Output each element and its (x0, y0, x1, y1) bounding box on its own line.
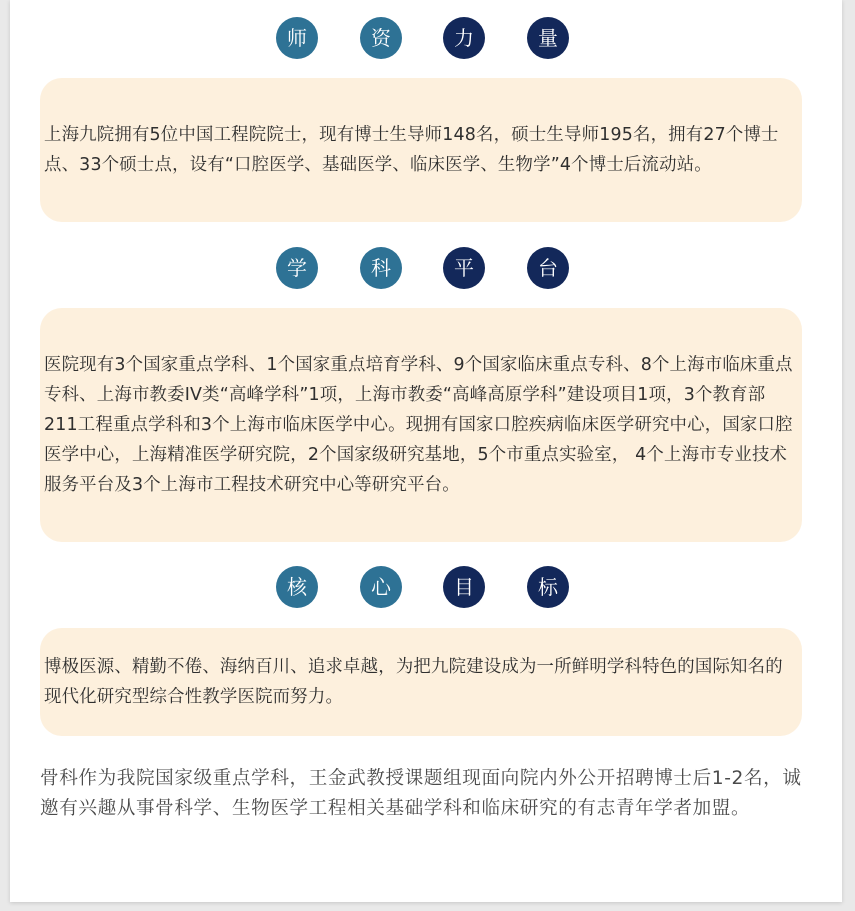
recruitment-paragraph: 骨科作为我院国家级重点学科，王金武教授课题组现面向院内外公开招聘博士后1-2名，诚邀有兴趣从事骨科学、生物医学工程相关基础学科和临床研究的有志青年学者加盟。 (40, 768, 802, 819)
section-box-goal (40, 628, 802, 736)
heading-char-circle: 科 (360, 247, 402, 289)
section-text-faculty: 上海九院拥有5位中国工程院院士，现有博士生导师148名，硕士生导师195名，拥有27个博士点、33个硕士点，设有“口腔医学、基础医学、临床医学、生物学”4个博士后流动站。 (44, 125, 779, 175)
heading-char-circle: 目 (443, 566, 485, 608)
heading-char-circle: 核 (276, 566, 318, 608)
heading-char-circle: 量 (527, 17, 569, 59)
section-box-discipline (40, 308, 802, 542)
heading-char-circle: 力 (443, 17, 485, 59)
heading-char-circle: 标 (527, 566, 569, 608)
heading-char-circle: 师 (276, 17, 318, 59)
heading-char-circle: 学 (276, 247, 318, 289)
section-heading-faculty (10, 17, 842, 59)
section-text-goal: 博极医源、精勤不倦、海纳百川、追求卓越，为把九院建设成为一所鲜明学科特色的国际知名的现代化研究型综合性教学医院而努力。 (44, 657, 783, 707)
section-text-discipline: 医院现有3个国家重点学科、1个国家重点培育学科、9个国家临床重点专科、8个上海市临床重点专科、上海市教委IV类“高峰学科”1项，上海市教委“高峰高原学科”建设项目1项，3个教育部211工程重点学科和3个上海市临床医学中心。现拥有国家口腔疾病临床医学研究中心，国家口腔医学中心，上海精准医学研究院，2个国家级研究基地，5个市重点实验室， 4个上海市专业技术服务平台及3个上海市工程技术研究中心等研究平台。 (44, 355, 793, 495)
heading-char-circle: 平 (443, 247, 485, 289)
heading-char-circle: 资 (360, 17, 402, 59)
section-heading-goal (10, 566, 842, 608)
heading-char-circle: 台 (527, 247, 569, 289)
heading-char-circle: 心 (360, 566, 402, 608)
section-box-faculty (40, 78, 802, 222)
section-heading-discipline (10, 247, 842, 289)
article-page (10, 0, 842, 902)
